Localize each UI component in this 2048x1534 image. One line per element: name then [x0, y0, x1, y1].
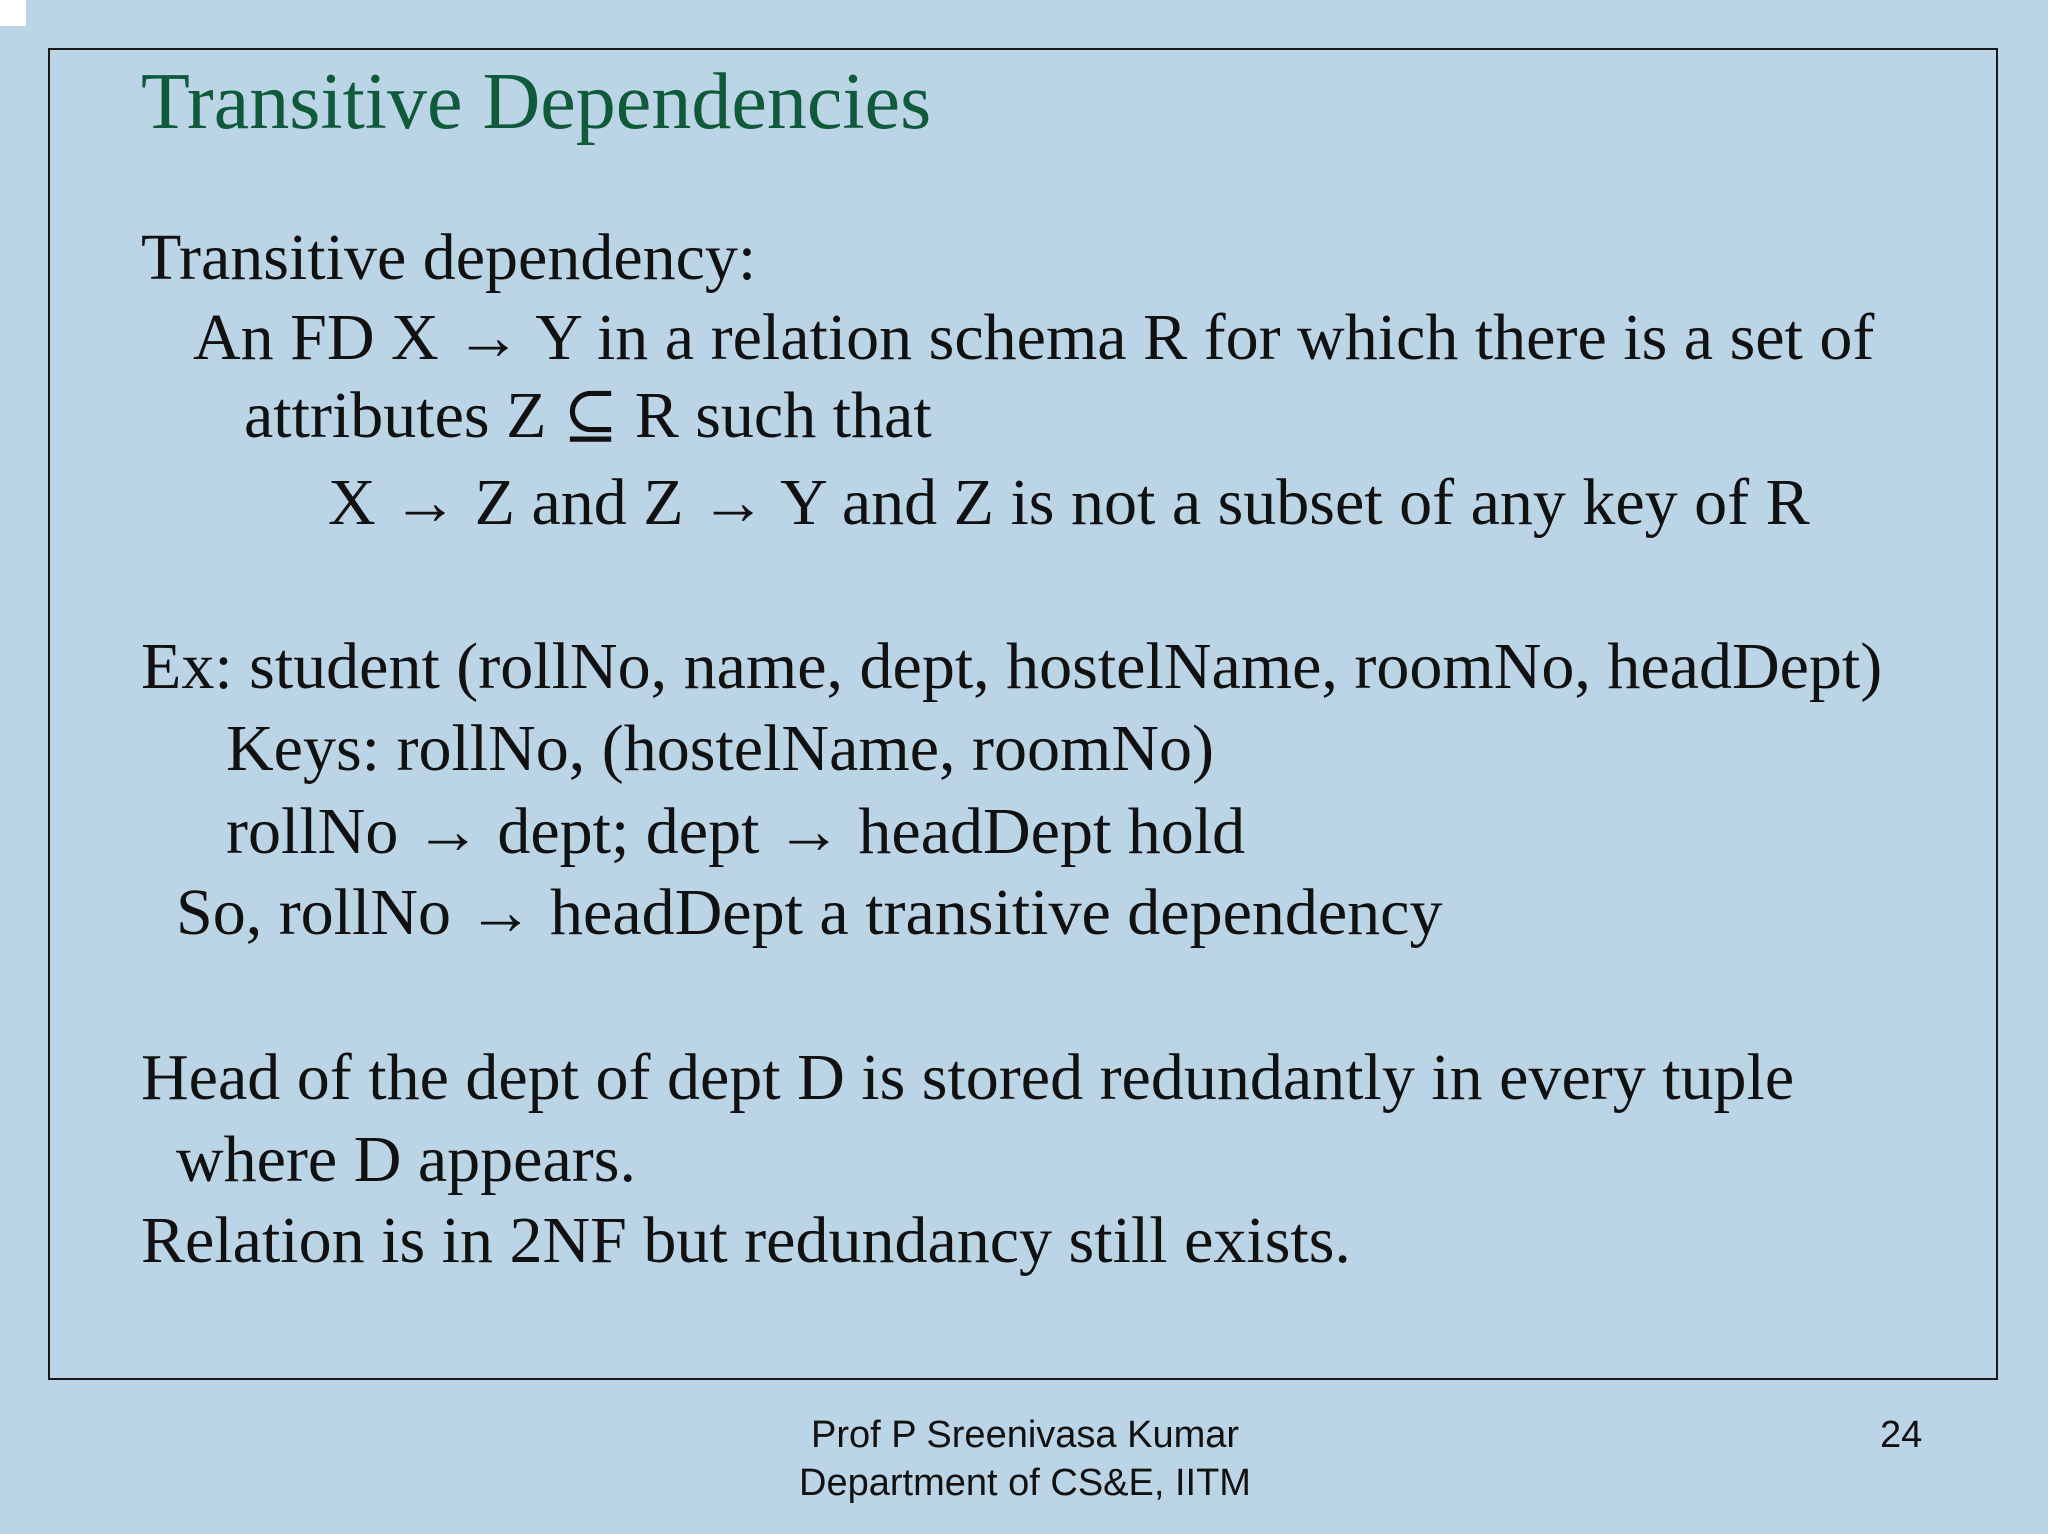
example-heading: Ex: student (rollNo, name, dept, hostelName, roomNo, headDept): [141, 630, 1883, 703]
footer-author: Prof P Sreenivasa Kumar: [810, 1414, 1240, 1456]
definition-line-1: An FD X → Y in a relation schema R for which there is a set of: [193, 301, 1875, 374]
footer-department: Department of CS&E, IITM: [799, 1462, 1251, 1504]
definition-line-2: attributes Z ⊆ R such that: [244, 379, 932, 452]
redundancy-line-1: Head of the dept of dept D is stored redundantly in every tuple: [141, 1041, 1795, 1114]
corner-mark: [0, 0, 26, 26]
example-fds: rollNo → dept; dept → headDept hold: [226, 795, 1246, 868]
definition-heading: Transitive dependency:: [141, 221, 757, 294]
page-number: 24: [1880, 1414, 1923, 1456]
redundancy-line-3: Relation is in 2NF but redundancy still exists.: [141, 1204, 1351, 1277]
redundancy-line-2: where D appears.: [176, 1123, 636, 1196]
example-keys: Keys: rollNo, (hostelName, roomNo): [226, 712, 1214, 785]
slide-title: Transitive Dependencies: [141, 58, 932, 146]
definition-condition: X → Z and Z → Y and Z is not a subset of any key of R: [328, 466, 1810, 539]
example-conclusion: So, rollNo → headDept a transitive dependency: [176, 876, 1443, 949]
